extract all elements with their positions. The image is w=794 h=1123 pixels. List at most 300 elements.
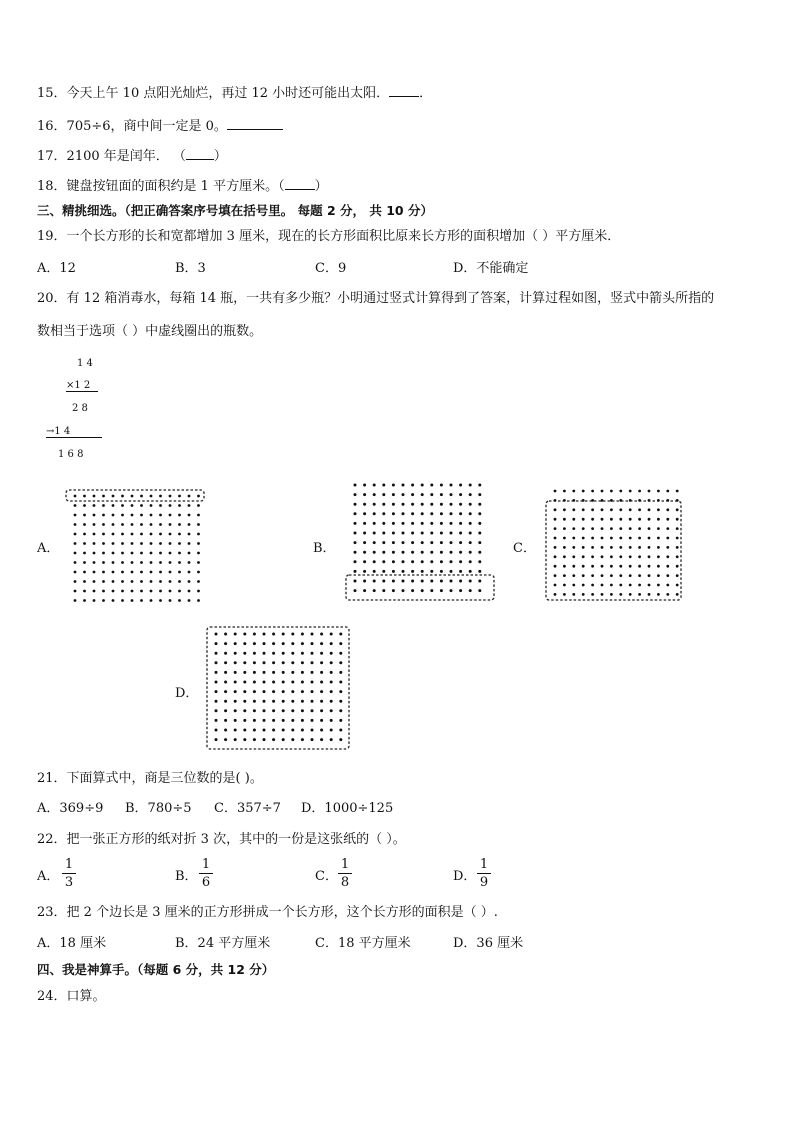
- bottle-dot: [311, 729, 314, 732]
- bottle-dot: [74, 495, 77, 498]
- bottle-dot: [572, 546, 575, 549]
- bottle-dot: [178, 542, 181, 545]
- bottle-dot: [263, 681, 266, 684]
- answer-blank[interactable]: [389, 84, 419, 97]
- bottle-dot: [666, 518, 669, 521]
- bottle-dot: [102, 495, 105, 498]
- bottle-dot: [263, 661, 266, 664]
- bottle-dot: [215, 719, 218, 722]
- q20-option-b[interactable]: B．: [313, 541, 336, 556]
- bottle-dot: [421, 551, 424, 554]
- answer-blank[interactable]: [186, 147, 214, 160]
- bottle-dot: [330, 671, 333, 674]
- bottle-dot: [330, 709, 333, 712]
- bottle-dot: [629, 546, 632, 549]
- dashed-selection: [207, 627, 349, 749]
- bottle-dot: [83, 599, 86, 602]
- bottle-dot: [243, 661, 246, 664]
- bottle-dot: [263, 700, 266, 703]
- bottle-dot: [253, 738, 256, 741]
- calc-row-5: 1 6 8: [58, 449, 84, 460]
- bottle-dot: [140, 580, 143, 583]
- bottle-dot: [666, 537, 669, 540]
- bottle-dot: [320, 700, 323, 703]
- bottle-dot: [131, 580, 134, 583]
- bottle-dot: [224, 681, 227, 684]
- bottle-dot: [478, 560, 481, 563]
- bottle-dot: [554, 584, 557, 587]
- bottle-dot: [320, 690, 323, 693]
- bottle-dot: [572, 518, 575, 521]
- bottle-dot: [339, 661, 342, 664]
- bottle-dot: [629, 537, 632, 540]
- bottle-dot: [178, 561, 181, 564]
- bottle-dot: [159, 599, 162, 602]
- bottle-dot: [159, 533, 162, 536]
- bottle-dot: [601, 593, 604, 596]
- bottle-dot: [121, 504, 124, 507]
- bottle-dot: [263, 633, 266, 636]
- bottle-dot: [121, 542, 124, 545]
- bottle-dot: [469, 589, 472, 592]
- bottle-dot: [301, 671, 304, 674]
- bottle-dot: [354, 551, 357, 554]
- bottle-dot: [243, 690, 246, 693]
- bottle-dot: [601, 499, 604, 502]
- bottle-dot: [354, 493, 357, 496]
- bottle-dot: [373, 522, 376, 525]
- bottle-dot: [657, 574, 660, 577]
- q23-option-d[interactable]: D．36 厘米: [453, 936, 524, 951]
- bottle-dot: [301, 642, 304, 645]
- bottle-dot: [666, 555, 669, 558]
- bottle-dot: [224, 700, 227, 703]
- bottle-dot: [140, 533, 143, 536]
- bottle-dot: [131, 590, 134, 593]
- bottle-dot: [253, 661, 256, 664]
- bottle-dot: [610, 584, 613, 587]
- bottle-dot: [311, 652, 314, 655]
- q19-option-a[interactable]: A．12: [37, 261, 76, 276]
- bottle-dot: [554, 527, 557, 530]
- bottle-dot: [440, 570, 443, 573]
- bottle-dot: [159, 580, 162, 583]
- bottle-dot: [440, 580, 443, 583]
- bottle-dot: [159, 504, 162, 507]
- bottle-dot: [169, 599, 172, 602]
- bottle-dot: [676, 508, 679, 511]
- bottle-dot: [610, 490, 613, 493]
- bottle-dot: [169, 514, 172, 517]
- bottle-dot: [93, 561, 96, 564]
- question-19-text: 19．一个长方形的长和宽都增加 3 厘米，现在的长方形面积比原来长方形的面积增加（ ）平方厘米．: [37, 229, 621, 244]
- q19-option-b[interactable]: B．3: [175, 261, 206, 276]
- bottle-dot: [330, 729, 333, 732]
- bottle-dot: [131, 495, 134, 498]
- q21-option-b[interactable]: B．780÷5: [125, 801, 192, 816]
- bottle-dot: [188, 533, 191, 536]
- bottle-dot: [601, 537, 604, 540]
- bottle-dot: [234, 642, 237, 645]
- bottle-dot: [354, 503, 357, 506]
- bottle-dot: [197, 599, 200, 602]
- bottle-dot: [619, 490, 622, 493]
- bottle-dot: [311, 690, 314, 693]
- bottle-dot: [178, 495, 181, 498]
- bottle-dot: [354, 532, 357, 535]
- bottle-dot: [411, 512, 414, 515]
- bottle-dot: [169, 495, 172, 498]
- bottle-dot: [363, 532, 366, 535]
- bottle-dot: [131, 571, 134, 574]
- bottle-dot: [339, 729, 342, 732]
- bottle-dot: [253, 709, 256, 712]
- bottle-dot: [440, 541, 443, 544]
- q23-option-b[interactable]: B．24 平方厘米: [175, 936, 271, 951]
- bottle-dot: [610, 527, 613, 530]
- bottle-dot: [169, 523, 172, 526]
- bottle-dot: [591, 527, 594, 530]
- bottle-dot: [666, 584, 669, 587]
- bottle-dot: [610, 537, 613, 540]
- bottle-dot: [102, 504, 105, 507]
- bottle-dot: [234, 690, 237, 693]
- bottle-dot: [215, 652, 218, 655]
- bottle-dot: [253, 671, 256, 674]
- bottle-dot: [234, 738, 237, 741]
- bottle-dot: [224, 690, 227, 693]
- bottle-dot: [382, 522, 385, 525]
- bottle-dot: [121, 533, 124, 536]
- bottle-dot: [354, 522, 357, 525]
- bottle-dot: [253, 633, 256, 636]
- bottle-dot: [301, 690, 304, 693]
- bottle-dot: [411, 560, 414, 563]
- bottle-dot: [421, 589, 424, 592]
- bottle-dot: [140, 495, 143, 498]
- bottle-dot: [234, 681, 237, 684]
- bottle-dot: [382, 512, 385, 515]
- bottle-dot: [450, 589, 453, 592]
- q21-option-a[interactable]: A．369÷9: [37, 801, 104, 816]
- bottle-dot: [150, 523, 153, 526]
- bottle-dot: [469, 560, 472, 563]
- bottle-dot: [263, 642, 266, 645]
- bottle-dot: [215, 700, 218, 703]
- bottle-dot: [197, 514, 200, 517]
- q19-option-d[interactable]: D．不能确定: [453, 261, 529, 276]
- bottle-dot: [112, 514, 115, 517]
- bottle-dot: [563, 584, 566, 587]
- bottle-dot: [440, 551, 443, 554]
- section-3-heading: 三、精挑细选。（把正确答案序号填在括号里。 每题 2 分， 共 10 分）: [37, 203, 433, 218]
- bottle-dot: [339, 738, 342, 741]
- bottle-dot: [657, 508, 660, 511]
- q20-option-a[interactable]: A．: [37, 541, 60, 556]
- dot-grid-a: [60, 484, 210, 609]
- bottle-dot: [430, 484, 433, 487]
- bottle-dot: [591, 584, 594, 587]
- bottle-dot: [159, 571, 162, 574]
- bottle-dot: [440, 522, 443, 525]
- bottle-dot: [272, 642, 275, 645]
- q22-option-b[interactable]: B．: [175, 869, 198, 884]
- bottle-dot: [178, 590, 181, 593]
- bottle-dot: [188, 514, 191, 517]
- bottle-dot: [150, 580, 153, 583]
- bottle-dot: [140, 571, 143, 574]
- bottle-dot: [430, 522, 433, 525]
- bottle-dot: [93, 571, 96, 574]
- bottle-dot: [330, 690, 333, 693]
- bottle-dot: [373, 560, 376, 563]
- bottle-dot: [83, 561, 86, 564]
- q22-option-a[interactable]: A．: [37, 869, 60, 884]
- fraction-b: $\frac{1}{6}$: [199, 857, 213, 891]
- bottle-dot: [83, 552, 86, 555]
- bottle-dot: [354, 484, 357, 487]
- q22-option-c[interactable]: C．: [315, 869, 338, 884]
- bottle-dot: [215, 738, 218, 741]
- bottle-dot: [150, 514, 153, 517]
- bottle-dot: [676, 490, 679, 493]
- bottle-dot: [291, 700, 294, 703]
- bottle-dot: [459, 589, 462, 592]
- bottle-dot: [291, 729, 294, 732]
- bottle-dot: [402, 484, 405, 487]
- bottle-dot: [169, 542, 172, 545]
- bottle-dot: [421, 541, 424, 544]
- bottle-dot: [648, 518, 651, 521]
- bottle-dot: [301, 633, 304, 636]
- bottle-dot: [243, 642, 246, 645]
- bottle-dot: [253, 642, 256, 645]
- bottle-dot: [301, 681, 304, 684]
- bottle-dot: [676, 565, 679, 568]
- bottle-dot: [676, 574, 679, 577]
- bottle-dot: [330, 633, 333, 636]
- bottle-dot: [619, 546, 622, 549]
- bottle-dot: [330, 738, 333, 741]
- bottle-dot: [478, 551, 481, 554]
- bottle-dot: [112, 542, 115, 545]
- bottle-dot: [629, 584, 632, 587]
- bottle-dot: [402, 589, 405, 592]
- bottle-dot: [392, 560, 395, 563]
- bottle-dot: [469, 522, 472, 525]
- bottle-dot: [253, 719, 256, 722]
- q21-option-c[interactable]: C．357÷7: [214, 801, 281, 816]
- bottle-dot: [657, 490, 660, 493]
- bottle-dot: [666, 565, 669, 568]
- bottle-dot: [629, 508, 632, 511]
- q20-option-d[interactable]: D．: [175, 686, 199, 701]
- bottle-dot: [657, 537, 660, 540]
- bottle-dot: [666, 593, 669, 596]
- bottle-dot: [291, 661, 294, 664]
- bottle-dot: [311, 642, 314, 645]
- bottle-dot: [140, 552, 143, 555]
- bottle-dot: [601, 527, 604, 530]
- bottle-dot: [354, 589, 357, 592]
- bottle-dot: [178, 580, 181, 583]
- bottle-dot: [392, 512, 395, 515]
- bottle-dot: [215, 681, 218, 684]
- bottle-dot: [373, 541, 376, 544]
- bottle-dot: [421, 503, 424, 506]
- bottle-dot: [159, 495, 162, 498]
- bottle-dot: [102, 590, 105, 593]
- bottle-dot: [582, 490, 585, 493]
- bottle-dot: [102, 542, 105, 545]
- bottle-dot: [430, 570, 433, 573]
- bottle-dot: [169, 590, 172, 593]
- bottle-dot: [459, 541, 462, 544]
- q23-option-c[interactable]: C．18 平方厘米: [315, 936, 411, 951]
- bottle-dot: [392, 493, 395, 496]
- bottle-dot: [582, 574, 585, 577]
- bottle-dot: [459, 532, 462, 535]
- bottle-dot: [311, 671, 314, 674]
- bottle-dot: [450, 570, 453, 573]
- q22-option-d[interactable]: D．: [453, 869, 477, 884]
- bottle-dot: [215, 633, 218, 636]
- bottle-dot: [301, 719, 304, 722]
- answer-blank[interactable]: [227, 117, 283, 130]
- bottle-dot: [638, 555, 641, 558]
- q23-option-a[interactable]: A．18 厘米: [37, 936, 107, 951]
- bottle-dot: [373, 493, 376, 496]
- bottle-dot: [93, 523, 96, 526]
- bottle-dot: [459, 512, 462, 515]
- bottle-dot: [450, 493, 453, 496]
- bottle-dot: [282, 690, 285, 693]
- bottle-dot: [112, 495, 115, 498]
- q20-option-c[interactable]: C．: [513, 541, 536, 556]
- bottle-dot: [121, 495, 124, 498]
- bottle-dot: [215, 671, 218, 674]
- bottle-dot: [459, 560, 462, 563]
- bottle-dot: [638, 508, 641, 511]
- bottle-dot: [197, 571, 200, 574]
- bottle-dot: [330, 652, 333, 655]
- bottle-dot: [197, 561, 200, 564]
- bottle-dot: [411, 532, 414, 535]
- bottle-dot: [263, 738, 266, 741]
- bottle-dot: [563, 527, 566, 530]
- fraction-a: $\frac{1}{3}$: [62, 857, 76, 891]
- bottle-dot: [363, 484, 366, 487]
- bottle-dot: [610, 574, 613, 577]
- bottle-dot: [282, 661, 285, 664]
- bottle-dot: [354, 580, 357, 583]
- bottle-dot: [382, 493, 385, 496]
- bottle-dot: [93, 504, 96, 507]
- bottle-dot: [402, 551, 405, 554]
- bottle-dot: [354, 560, 357, 563]
- bottle-dot: [610, 565, 613, 568]
- question-23-text: 23．把 2 个边长是 3 厘米的正方形拼成一个长方形，这个长方形的面积是（ ）.: [37, 905, 498, 920]
- bottle-dot: [648, 508, 651, 511]
- bottle-dot: [610, 555, 613, 558]
- bottle-dot: [619, 584, 622, 587]
- bottle-dot: [411, 503, 414, 506]
- bottle-dot: [150, 552, 153, 555]
- bottle-dot: [224, 633, 227, 636]
- bottle-dot: [320, 633, 323, 636]
- question-15: 15．今天上午 10 点阳光灿烂，再过 12 小时还可能出太阳． ．: [37, 86, 433, 101]
- q19-option-c[interactable]: C．9: [315, 261, 347, 276]
- bottle-dot: [272, 729, 275, 732]
- bottle-dot: [131, 552, 134, 555]
- bottle-dot: [648, 565, 651, 568]
- bottle-dot: [282, 642, 285, 645]
- bottle-dot: [320, 719, 323, 722]
- question-16: [37, 117, 283, 135]
- bottle-dot: [93, 590, 96, 593]
- fraction-d: $\frac{1}{9}$: [477, 857, 491, 891]
- bottle-dot: [440, 503, 443, 506]
- bottle-dot: [93, 599, 96, 602]
- bottle-dot: [601, 565, 604, 568]
- bottle-dot: [638, 537, 641, 540]
- bottle-dot: [591, 593, 594, 596]
- dashed-selection: [66, 490, 204, 501]
- bottle-dot: [478, 580, 481, 583]
- bottle-dot: [554, 508, 557, 511]
- bottle-dot: [301, 709, 304, 712]
- bottle-dot: [469, 532, 472, 535]
- bottle-dot: [373, 484, 376, 487]
- bottle-dot: [272, 633, 275, 636]
- question-15-text: 15．今天上午 10 点阳光灿烂，再过 12 小时还可能出太阳．: [37, 86, 390, 101]
- bottle-dot: [112, 533, 115, 536]
- bottle-dot: [629, 527, 632, 530]
- q21-option-d[interactable]: D．1000÷125: [301, 801, 394, 816]
- bottle-dot: [83, 571, 86, 574]
- bottle-dot: [402, 503, 405, 506]
- bottle-dot: [392, 532, 395, 535]
- bottle-dot: [253, 681, 256, 684]
- answer-blank[interactable]: [285, 177, 315, 190]
- bottle-dot: [159, 561, 162, 564]
- bottle-dot: [83, 533, 86, 536]
- bottle-dot: [330, 642, 333, 645]
- bottle-dot: [272, 690, 275, 693]
- bottle-dot: [648, 555, 651, 558]
- bottle-dot: [93, 533, 96, 536]
- bottle-dot: [392, 570, 395, 573]
- bottle-dot: [339, 700, 342, 703]
- bottle-dot: [373, 532, 376, 535]
- bottle-dot: [402, 493, 405, 496]
- bottle-dot: [112, 599, 115, 602]
- bottle-dot: [102, 599, 105, 602]
- bottle-dot: [74, 514, 77, 517]
- bottle-dot: [392, 503, 395, 506]
- bottle-dot: [469, 570, 472, 573]
- dashed-selection: [546, 501, 681, 600]
- bottle-dot: [666, 574, 669, 577]
- bottle-dot: [339, 719, 342, 722]
- bottle-dot: [648, 584, 651, 587]
- bottle-dot: [382, 589, 385, 592]
- bottle-dot: [320, 709, 323, 712]
- bottle-dot: [215, 661, 218, 664]
- bottle-dot: [74, 590, 77, 593]
- bottle-dot: [150, 504, 153, 507]
- bottle-dot: [224, 642, 227, 645]
